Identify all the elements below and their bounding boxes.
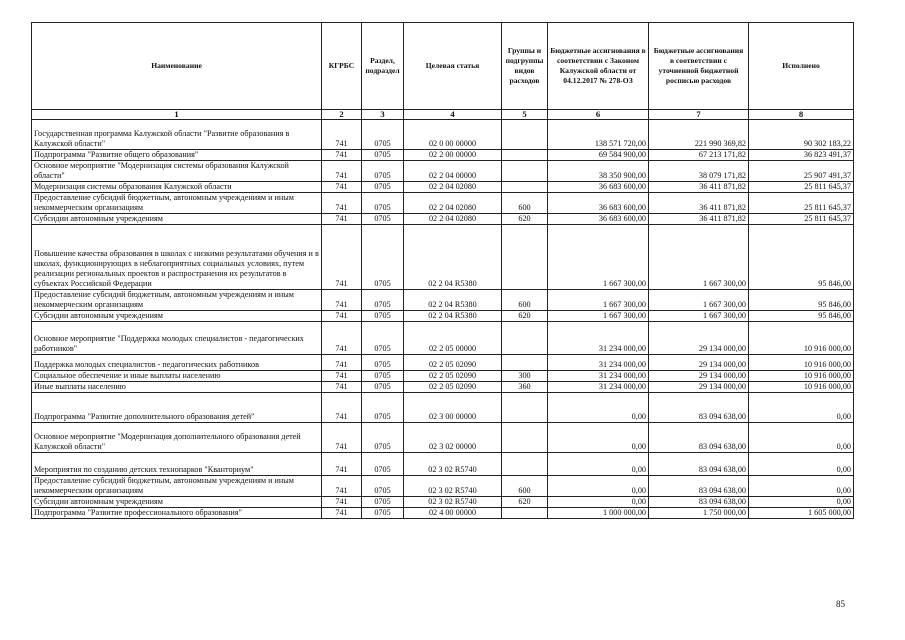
row-refined-amount: 29 134 000,00 <box>649 382 749 393</box>
row-name: Подпрограмма "Развитие профессионального образования" <box>32 508 322 519</box>
row-refined-amount: 83 094 638,00 <box>649 423 749 453</box>
row-refined-amount: 67 213 171,82 <box>649 150 749 161</box>
row-kgrbs: 741 <box>322 453 362 476</box>
row-law-amount: 0,00 <box>548 393 649 423</box>
row-law-amount: 0,00 <box>548 497 649 508</box>
row-executed-amount: 1 605 000,00 <box>749 508 854 519</box>
row-kgrbs: 741 <box>322 423 362 453</box>
header-law: Бюджетные ассигнования в соответствии с Законом Калужской области от 04.12.2017 № 278-ОЗ <box>548 23 649 110</box>
row-section: 0705 <box>362 382 404 393</box>
row-kgrbs: 741 <box>322 497 362 508</box>
row-law-amount: 0,00 <box>548 476 649 497</box>
row-refined-amount: 1 667 300,00 <box>649 311 749 322</box>
table-row <box>32 476 854 497</box>
row-section: 0705 <box>362 476 404 497</box>
row-target-article: 02 2 04 00000 <box>404 161 502 182</box>
row-refined-amount: 83 094 638,00 <box>649 453 749 476</box>
row-law-amount: 1 667 300,00 <box>548 290 649 311</box>
column-number: 6 <box>548 110 649 120</box>
row-expense-group: 600 <box>502 290 548 311</box>
column-number-row <box>32 110 854 120</box>
row-law-amount: 1 000 000,00 <box>548 508 649 519</box>
row-name: Социальное обеспечение и иные выплаты населению <box>32 371 322 382</box>
table-row <box>32 423 854 453</box>
row-expense-group: 620 <box>502 311 548 322</box>
row-section: 0705 <box>362 311 404 322</box>
row-section: 0705 <box>362 371 404 382</box>
row-law-amount: 36 683 600,00 <box>548 193 649 214</box>
row-target-article: 02 2 04 02080 <box>404 214 502 225</box>
row-executed-amount: 10 916 000,00 <box>749 322 854 355</box>
column-number: 1 <box>32 110 322 120</box>
row-law-amount: 31 234 000,00 <box>548 355 649 371</box>
row-target-article: 02 4 00 00000 <box>404 508 502 519</box>
row-target-article: 02 2 05 02090 <box>404 355 502 371</box>
table-row <box>32 371 854 382</box>
row-law-amount: 69 584 900,00 <box>548 150 649 161</box>
header-section: Раздел, подраздел <box>362 23 404 110</box>
row-expense-group <box>502 182 548 193</box>
row-name: Предоставление субсидий бюджетным, автономным учреждениям и иным некоммерческим организациям <box>32 193 322 214</box>
row-law-amount: 1 667 300,00 <box>548 311 649 322</box>
row-section: 0705 <box>362 290 404 311</box>
table-row <box>32 453 854 476</box>
row-target-article: 02 2 04 02080 <box>404 193 502 214</box>
row-section: 0705 <box>362 182 404 193</box>
column-number: 3 <box>362 110 404 120</box>
row-refined-amount: 36 411 871,82 <box>649 214 749 225</box>
row-refined-amount: 38 079 171,82 <box>649 161 749 182</box>
row-target-article: 02 2 04 R5380 <box>404 290 502 311</box>
header-row <box>32 23 854 110</box>
row-executed-amount: 95 846,00 <box>749 290 854 311</box>
row-name: Государственная программа Калужской области "Развитие образования в Калужской области" <box>32 120 322 150</box>
row-expense-group <box>502 161 548 182</box>
row-expense-group <box>502 508 548 519</box>
row-section: 0705 <box>362 322 404 355</box>
row-law-amount: 0,00 <box>548 453 649 476</box>
row-law-amount: 1 667 300,00 <box>548 225 649 290</box>
row-section: 0705 <box>362 508 404 519</box>
row-refined-amount: 36 411 871,82 <box>649 182 749 193</box>
row-refined-amount: 1 667 300,00 <box>649 225 749 290</box>
row-name: Субсидии автономным учреждениям <box>32 214 322 225</box>
row-name: Предоставление субсидий бюджетным, автономным учреждениям и иным некоммерческим организациям <box>32 476 322 497</box>
row-section: 0705 <box>362 214 404 225</box>
header-kgrbs: КГРБС <box>322 23 362 110</box>
row-name: Предоставление субсидий бюджетным, автономным учреждениям и иным некоммерческим организациям <box>32 290 322 311</box>
row-kgrbs: 741 <box>322 371 362 382</box>
row-section: 0705 <box>362 497 404 508</box>
column-number: 5 <box>502 110 548 120</box>
row-name: Основное мероприятие "Поддержка молодых специалистов - педагогических работников" <box>32 322 322 355</box>
row-name: Модернизация системы образования Калужской области <box>32 182 322 193</box>
row-target-article: 02 3 00 00000 <box>404 393 502 423</box>
column-number: 4 <box>404 110 502 120</box>
row-name: Поддержка молодых специалистов - педагогических работников <box>32 355 322 371</box>
row-target-article: 02 3 02 R5740 <box>404 453 502 476</box>
row-name: Субсидии автономным учреждениям <box>32 497 322 508</box>
table-row <box>32 225 854 290</box>
row-law-amount: 38 350 900,00 <box>548 161 649 182</box>
row-executed-amount: 36 823 491,37 <box>749 150 854 161</box>
row-kgrbs: 741 <box>322 311 362 322</box>
row-name: Субсидии автономным учреждениям <box>32 311 322 322</box>
row-target-article: 02 3 02 00000 <box>404 423 502 453</box>
row-kgrbs: 741 <box>322 355 362 371</box>
row-executed-amount: 0,00 <box>749 423 854 453</box>
row-executed-amount: 10 916 000,00 <box>749 382 854 393</box>
header-target: Целевая статья <box>404 23 502 110</box>
header-executed: Исполнено <box>749 23 854 110</box>
row-name: Мероприятия по созданию детских технопарков "Кванториум" <box>32 453 322 476</box>
row-section: 0705 <box>362 393 404 423</box>
row-kgrbs: 741 <box>322 393 362 423</box>
row-refined-amount: 36 411 871,82 <box>649 193 749 214</box>
row-target-article: 02 2 05 02090 <box>404 371 502 382</box>
row-executed-amount: 25 811 645,37 <box>749 182 854 193</box>
row-kgrbs: 741 <box>322 182 362 193</box>
row-expense-group <box>502 120 548 150</box>
row-expense-group <box>502 423 548 453</box>
row-expense-group <box>502 393 548 423</box>
row-expense-group: 360 <box>502 382 548 393</box>
row-target-article: 02 0 00 00000 <box>404 120 502 150</box>
row-target-article: 02 2 04 R5380 <box>404 225 502 290</box>
row-kgrbs: 741 <box>322 214 362 225</box>
row-expense-group: 600 <box>502 193 548 214</box>
column-number: 2 <box>322 110 362 120</box>
row-kgrbs: 741 <box>322 161 362 182</box>
header-refined: Бюджетные ассигнования в соответствии с уточненной бюджетной росписью расходов <box>649 23 749 110</box>
row-target-article: 02 2 05 02090 <box>404 382 502 393</box>
table-body <box>32 120 854 519</box>
row-target-article: 02 2 05 00000 <box>404 322 502 355</box>
row-kgrbs: 741 <box>322 322 362 355</box>
row-kgrbs: 741 <box>322 508 362 519</box>
row-kgrbs: 741 <box>322 150 362 161</box>
row-expense-group: 620 <box>502 214 548 225</box>
row-expense-group: 600 <box>502 476 548 497</box>
row-law-amount: 31 234 000,00 <box>548 322 649 355</box>
table-row <box>32 120 854 150</box>
row-law-amount: 36 683 600,00 <box>548 182 649 193</box>
row-section: 0705 <box>362 161 404 182</box>
row-executed-amount: 90 302 183,22 <box>749 120 854 150</box>
row-target-article: 02 2 04 R5380 <box>404 311 502 322</box>
row-expense-group <box>502 322 548 355</box>
row-expense-group <box>502 225 548 290</box>
page-number: 85 <box>836 599 845 609</box>
row-section: 0705 <box>362 355 404 371</box>
row-executed-amount: 25 811 645,37 <box>749 214 854 225</box>
row-refined-amount: 29 134 000,00 <box>649 322 749 355</box>
table-row <box>32 311 854 322</box>
row-kgrbs: 741 <box>322 225 362 290</box>
table-row <box>32 508 854 519</box>
row-refined-amount: 83 094 638,00 <box>649 393 749 423</box>
row-refined-amount: 29 134 000,00 <box>649 371 749 382</box>
table-row <box>32 382 854 393</box>
table-row <box>32 290 854 311</box>
row-law-amount: 0,00 <box>548 423 649 453</box>
row-law-amount: 31 234 000,00 <box>548 371 649 382</box>
row-refined-amount: 83 094 638,00 <box>649 497 749 508</box>
header-group: Группы и подгруппы видов расходов <box>502 23 548 110</box>
column-number: 7 <box>649 110 749 120</box>
row-kgrbs: 741 <box>322 193 362 214</box>
row-law-amount: 36 683 600,00 <box>548 214 649 225</box>
table-row <box>32 393 854 423</box>
row-refined-amount: 83 094 638,00 <box>649 476 749 497</box>
row-executed-amount: 0,00 <box>749 453 854 476</box>
row-law-amount: 138 571 720,00 <box>548 120 649 150</box>
row-kgrbs: 741 <box>322 120 362 150</box>
row-executed-amount: 95 846,00 <box>749 225 854 290</box>
row-name: Подпрограмма "Развитие дополнительного образования детей" <box>32 393 322 423</box>
table-row <box>32 214 854 225</box>
row-executed-amount: 0,00 <box>749 476 854 497</box>
table-row <box>32 161 854 182</box>
row-name: Иные выплаты населению <box>32 382 322 393</box>
row-expense-group <box>502 150 548 161</box>
row-executed-amount: 25 811 645,37 <box>749 193 854 214</box>
row-expense-group: 620 <box>502 497 548 508</box>
row-refined-amount: 29 134 000,00 <box>649 355 749 371</box>
row-expense-group: 300 <box>502 371 548 382</box>
table-row <box>32 322 854 355</box>
row-refined-amount: 1 667 300,00 <box>649 290 749 311</box>
row-law-amount: 31 234 000,00 <box>548 382 649 393</box>
row-executed-amount: 25 907 491,37 <box>749 161 854 182</box>
row-expense-group <box>502 355 548 371</box>
row-target-article: 02 2 04 02080 <box>404 182 502 193</box>
row-section: 0705 <box>362 453 404 476</box>
row-refined-amount: 1 750 000,00 <box>649 508 749 519</box>
row-target-article: 02 3 02 R5740 <box>404 476 502 497</box>
row-kgrbs: 741 <box>322 476 362 497</box>
table-row <box>32 497 854 508</box>
table-row <box>32 182 854 193</box>
table-row <box>32 355 854 371</box>
row-section: 0705 <box>362 150 404 161</box>
row-refined-amount: 221 990 369,82 <box>649 120 749 150</box>
row-executed-amount: 0,00 <box>749 393 854 423</box>
row-executed-amount: 10 916 000,00 <box>749 355 854 371</box>
row-expense-group <box>502 453 548 476</box>
row-section: 0705 <box>362 120 404 150</box>
column-number: 8 <box>749 110 854 120</box>
budget-execution-table <box>31 22 854 519</box>
row-target-article: 02 2 00 00000 <box>404 150 502 161</box>
row-section: 0705 <box>362 423 404 453</box>
row-name: Основное мероприятие "Модернизация системы образования Калужской области" <box>32 161 322 182</box>
table-row <box>32 150 854 161</box>
row-target-article: 02 3 02 R5740 <box>404 497 502 508</box>
table-row <box>32 193 854 214</box>
row-section: 0705 <box>362 193 404 214</box>
row-name: Основное мероприятие "Модернизация дополнительного образования детей Калужской области" <box>32 423 322 453</box>
row-executed-amount: 10 916 000,00 <box>749 371 854 382</box>
row-kgrbs: 741 <box>322 382 362 393</box>
row-name: Повышение качества образования в школах с низкими результатами обучения и в школах, функционирующих в неблагоприятных социальных условиях, путем реализации региональных проектов и распространения их результатов в субъектах Российской Федерации <box>32 225 322 290</box>
header-name: Наименование <box>32 23 322 110</box>
row-kgrbs: 741 <box>322 290 362 311</box>
row-executed-amount: 0,00 <box>749 497 854 508</box>
row-executed-amount: 95 846,00 <box>749 311 854 322</box>
row-name: Подпрограмма "Развитие общего образования" <box>32 150 322 161</box>
row-section: 0705 <box>362 225 404 290</box>
